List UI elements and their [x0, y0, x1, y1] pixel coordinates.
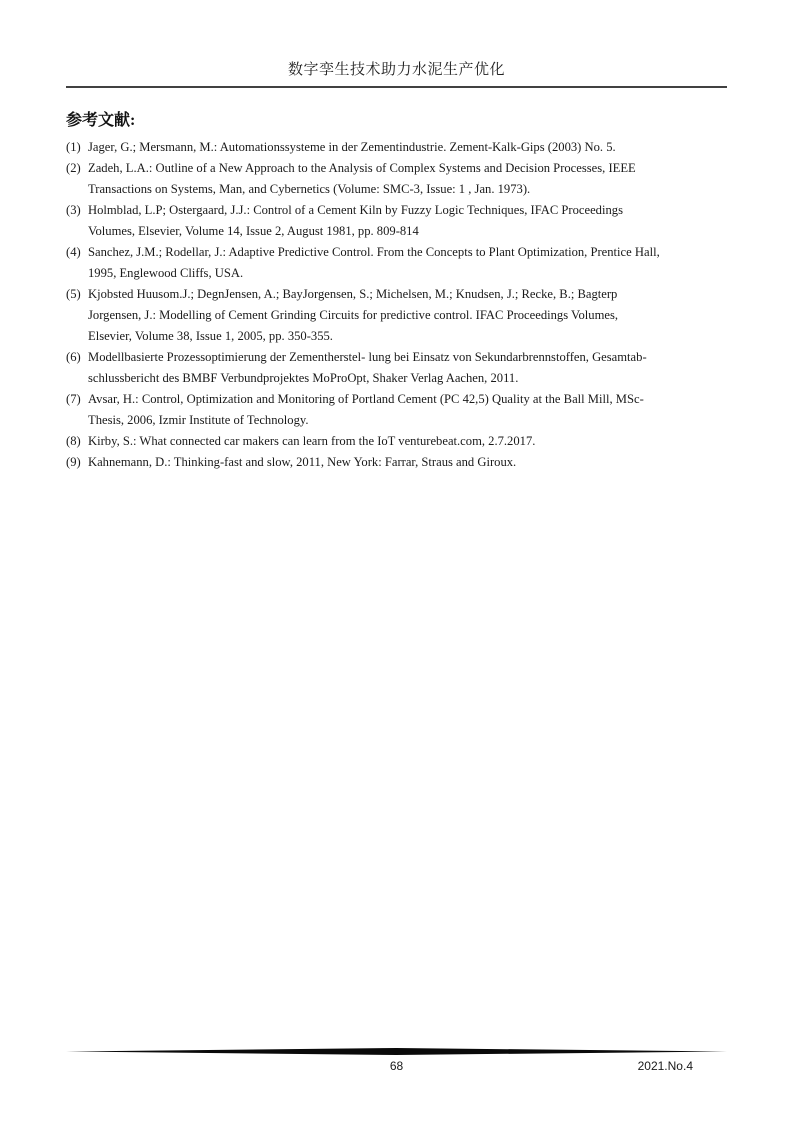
reference-line: Modellbasierte Prozessoptimierung der Zementherstel- lung bei Einsatz von Sekundarbrennstoffen, Gesamtab-: [88, 350, 647, 364]
reference-line: Jager, G.; Mersmann, M.: Automationssysteme in der Zementindustrie. Zement-Kalk-Gips (2003) No. 5.: [88, 140, 616, 154]
reference-number: (2): [66, 161, 81, 175]
reference-line: schlussbericht des BMBF Verbundprojektes MoProOpt, Shaker Verlag Aachen, 2011.: [88, 371, 519, 385]
reference-number: (9): [66, 455, 81, 469]
reference-line: Volumes, Elsevier, Volume 14, Issue 2, August 1981, pp. 809-814: [88, 224, 419, 238]
reference-text: [88, 242, 727, 284]
reference-line: Kjobsted Huusom.J.; DegnJensen, A.; BayJorgensen, S.; Michelsen, M.; Knudsen, J.; Recke, B.; Bagterp: [88, 287, 618, 301]
reference-item: [66, 347, 727, 389]
reference-item: [66, 284, 727, 347]
reference-text: [88, 284, 727, 347]
reference-line: Kahnemann, D.: Thinking-fast and slow, 2011, New York: Farrar, Straus and Giroux.: [88, 455, 517, 469]
reference-number: (3): [66, 203, 81, 217]
reference-item: [66, 158, 727, 200]
reference-text: [88, 452, 727, 473]
reference-item: [66, 389, 727, 431]
running-header-title: 数字孪生技术助力水泥生产优化: [287, 62, 505, 78]
reference-text: [88, 431, 727, 452]
reference-item: [66, 200, 727, 242]
reference-text: [88, 389, 727, 431]
issue-label: 2021.No.4: [637, 1059, 693, 1073]
reference-text: [88, 158, 727, 200]
reference-item: [66, 137, 727, 158]
reference-line: Thesis, 2006, Izmir Institute of Technology.: [88, 413, 309, 427]
reference-text: [88, 200, 727, 242]
references-list: [66, 137, 727, 473]
footer-divider: [66, 1048, 727, 1055]
reference-number: (4): [66, 245, 81, 259]
reference-line: Sanchez, J.M.; Rodellar, J.: Adaptive Predictive Control. From the Concepts to Plant Optimization, Prentice Hall,: [88, 245, 660, 259]
page-number: 68: [389, 1059, 404, 1073]
reference-item: [66, 431, 727, 452]
reference-line: Kirby, S.: What connected car makers can learn from the IoT venturebeat.com, 2.7.2017.: [88, 434, 536, 448]
reference-line: Zadeh, L.A.: Outline of a New Approach to the Analysis of Complex Systems and Decision Processes, IEEE: [88, 161, 636, 175]
reference-number: (6): [66, 350, 81, 364]
reference-number: (7): [66, 392, 81, 406]
page-footer: [66, 1057, 727, 1075]
reference-line: Elsevier, Volume 38, Issue 1, 2005, pp. 350-355.: [88, 329, 333, 343]
reference-line: Jorgensen, J.: Modelling of Cement Grinding Circuits for predictive control. IFAC Proceedings Volumes,: [88, 308, 619, 322]
reference-number: (8): [66, 434, 81, 448]
reference-text: [88, 347, 727, 389]
reference-line: Holmblad, L.P; Ostergaard, J.J.: Control of a Cement Kiln by Fuzzy Logic Techniques, IFAC Proceedings: [88, 203, 623, 217]
reference-number: (5): [66, 287, 81, 301]
reference-number: (1): [66, 140, 81, 154]
reference-item: [66, 452, 727, 473]
reference-item: [66, 242, 727, 284]
reference-line: Transactions on Systems, Man, and Cybernetics (Volume: SMC-3, Issue: 1 , Jan. 1973).: [88, 182, 531, 196]
reference-line: Avsar, H.: Control, Optimization and Monitoring of Portland Cement (PC 42,5) Quality at the Ball Mill, MSc-: [88, 392, 644, 406]
reference-line: 1995, Englewood Cliffs, USA.: [88, 266, 244, 280]
reference-text: [88, 137, 727, 158]
references-heading: 参考文献:: [66, 112, 136, 129]
footer-divider-shape: [66, 1048, 727, 1055]
page-header: [66, 56, 727, 88]
